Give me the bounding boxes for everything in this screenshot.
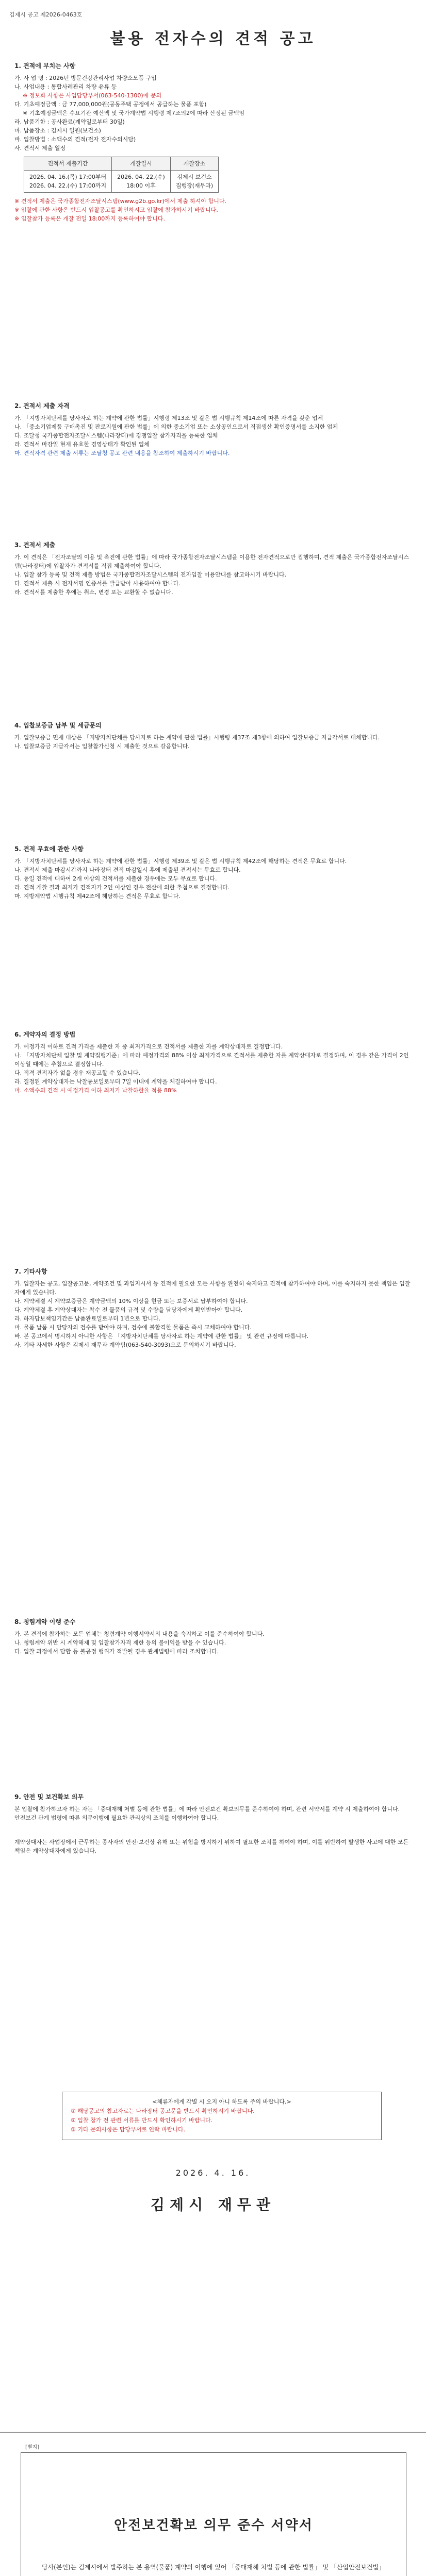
document-number: 김제시 공고 제2026-0463호 [9,11,83,18]
section-note: ※ 기초예정금액은 수요기관 예산액 및 국가계약법 시행령 제7조의2에 따라 산정된 금액임 [23,110,245,116]
section-8 [14,1618,412,1656]
section-line: 가. 「지방자치단체를 당사자로 하는 계약에 관한 법률」시행령 제39조 및 같은 법 시행규칙 제42조에 해당하는 견적은 무효로 합니다. [14,858,347,865]
notice-item: ② 입찰 참가 전 관련 서류를 반드시 확인하시기 바랍니다. [71,2117,213,2124]
section-line: 사. 기타 자세한 사항은 김제시 재무과 계약팀(063-540-3093)으로 문의하시기 바랍니다. [14,1342,236,1348]
section-3 [14,541,412,597]
section-line: 가. 「지방자치단체를 당사자로 하는 계약에 관한 법률」시행령 제13조 및 같은 법 시행규칙 제14조에 따른 자격을 갖춘 업체 [14,415,323,421]
section-heading: 7. 기타사항 [14,1268,47,1275]
page-divider [0,2432,426,2433]
section-6 [14,1030,412,1095]
section-line: 가. 예정가격 이하로 견적 가격을 제출한 자 중 최저가격으로 견적서를 제출한 자를 계약상대자로 결정합니다. [14,1043,283,1050]
section-note: ※ 견적서 제출은 국가종합전자조달시스템(www.g2b.go.kr)에서 제출 하셔야 합니다. [14,198,227,205]
section-heading: 8. 청렴계약 이행 준수 [14,1618,76,1625]
issue-date: 2026. 4. 16. [175,2168,251,2178]
safety-pledge-form [21,2445,406,2576]
section-note: ※ 입찰참가 등록은 개찰 전일 18:00까지 등록하여야 합니다. [14,215,166,222]
section-note: ※ 정보화 사항은 사업담당부서(063-540-1300)에 문의 [23,92,162,99]
form-paragraph: 당사(본인)는 김제시에서 발주하는 본 용역(물품) 계약의 이행에 있어 「중대재해 처벌 등에 관한 법률」 및 「산업안전보건법」 [42,2564,385,2571]
section-heading: 5. 견적 무효에 관한 사항 [14,845,84,853]
section-line: 사. 견적서 제출 일정 [14,145,65,151]
section-line: 바. 본 공고에서 명시하지 아니한 사항은 「지방자치단체를 당사자로 하는 계약에 관한 법률」 및 관련 규정에 따릅니다. [14,1333,309,1340]
section-line: 다. 견적서 제출 시 전자서명 인증서를 발급받아 사용하여야 합니다. [14,580,181,587]
section-5 [14,845,412,901]
section-line: 라. 결정된 계약상대자는 낙찰통보일로부터 7일 이내에 계약을 체결하여야 합니다. [14,1078,217,1085]
section-heading: 9. 안전 및 보건확보 의무 [14,1793,84,1801]
closing-paragraph: 계약상대자는 사업장에서 근무하는 종사자의 안전·보건상 유해 또는 위험을 방지하기 위하여 필요한 조치를 하여야 하며, 이를 위반하여 발생한 사고에 대한 모든 책임은 계약상대자에게 있습니다. [14,1839,409,1854]
table-header: 견적서 제출기간 [24,157,112,171]
section-line: 안전보건 관계 법령에 따른 의무이행에 필요한 관리상의 조치를 이행하여야 합니다. [14,1815,219,1821]
section-1 [14,62,412,223]
section-heading: 2. 견적서 제출 자격 [14,402,70,410]
notice-box [62,2092,382,2140]
section-heading: 1. 견적에 부치는 사항 [14,62,76,70]
section-2 [14,402,412,457]
section-note: 마. 소액수의 견적 시 예정가격 이하 최저가 낙찰하한율 적용 88% [14,1087,177,1094]
table-cell: 김제시 보건소 집행장(재무과) [170,171,218,193]
section-line: 가. 이 견적은 「전자조달의 이용 및 촉진에 관한 법률」에 따라 국가종합전자조달시스템을 이용한 전자견적으로만 집행하며, 견적 제출은 국가종합전자조달시스템(나라장터)에 입찰자가 견적서를 직접 제출하여야 합니다. [14,554,409,569]
notice-item: ③ 기타 문의사항은 담당부서로 연락 바랍니다. [71,2126,186,2133]
section-heading: 4. 입찰보증금 납부 및 세금문의 [14,722,102,729]
section-9 [14,1793,412,1855]
table-header: 개찰장소 [170,157,218,171]
schedule-table [24,157,219,193]
page-title: 불용 전자수의 견적 공고 [110,30,316,48]
section-line: 나. 계약체결 시 계약보증금은 계약금액의 10% 이상을 현금 또는 보증서로 납부하여야 합니다. [14,1298,248,1304]
section-heading: 3. 견적서 제출 [14,541,56,549]
section-line: 마. 지방계약법 시행규칙 제42조에 해당하는 견적은 무효로 합니다. [14,893,181,900]
section-line: 가. 본 견적에 참가하는 모든 업체는 청렴계약 이행서약서의 내용을 숙지하고 이를 준수하여야 합니다. [14,1631,265,1637]
table-cell: 2026. 04. 16.(목) 17:00부터 2026. 04. 22.(수) 17:00까지 [24,171,112,193]
section-line: 라. 견적서를 제출한 후에는 취소, 변경 또는 교환할 수 없습니다. [14,589,173,596]
table-header: 개찰일시 [112,157,171,171]
section-line: 라. 견적서 마감일 현재 유효한 경영상태가 확인된 업체 [14,441,150,448]
section-line: 가. 입찰자는 공고, 입찰공고문, 계약조건 및 과업지시서 등 견적에 필요한 모든 사항을 완전히 숙지하고 견적에 참가하여야 하며, 이를 숙지하지 못한 책임은 입찰자에게 있습니다. [14,1280,411,1296]
notice-title: <체류자에게 각별 시 오지 아니 하도록 주의 바랍니다.> [152,2098,291,2105]
section-line: 다. 기초예정금액 : 금 77,000,000원(공동주택 공정에서 공급하는 물품 포함) [14,101,207,108]
section-line: 나. 「중소기업제품 구매촉진 및 판로지원에 관한 법률」에 의한 중소기업 또는 소상공인으로서 직접생산 확인증명서를 소지한 업체 [14,423,338,430]
section-line: 본 입찰에 참가하고자 하는 자는 「중대재해 처벌 등에 관한 법률」에 따라 안전보건 확보의무를 준수하여야 하며, 관련 서약서를 계약 시 제출하여야 합니다. [14,1806,400,1812]
section-note: ※ 입찰에 관한 사항은 반드시 입찰공고를 확인하시고 입찰에 참가하시기 바랍니다. [14,207,218,213]
form-body [42,2561,385,2576]
section-line: 나. 입찰 참가 등록 및 견적 제출 방법은 국가종합전자조달시스템의 전자입찰 이용안내를 참고하시기 바랍니다. [14,571,287,578]
section-heading: 6. 계약자의 결정 방법 [14,1031,76,1038]
section-line: 다. 계약체결 후 계약상대자는 착수 전 물품의 규격 및 수량을 담당자에게 확인받아야 합니다. [14,1307,243,1313]
section-line: 라. 하자담보책임기간은 납품완료일로부터 1년으로 합니다. [14,1315,160,1322]
section-line: 나. 견적서 제출 마감시간까지 나라장터 견적 마감일시 후에 제출된 견적서는 무효로 합니다. [14,867,241,873]
form-tag: [별지] [25,2445,40,2450]
section-line: 다. 입찰 과정에서 담합 등 불공정 행위가 적발될 경우 관계법령에 따라 조치합니다. [14,1648,219,1655]
section-line: 바. 입찰방법 : 소액수의 견적(전자 전자수의시담) [14,136,136,143]
section-4 [14,721,412,751]
form-title: 안전보건확보 의무 준수 서약서 [114,2518,313,2533]
notice-item: ① 해당공고의 참고자료는 나라장터 공고문을 반드시 확인하시기 바랍니다. [71,2108,255,2114]
section-7 [14,1267,412,1349]
section-line: 마. 견적자격 관련 제출 서류는 조달청 공고 관련 내용을 참조하여 제출하시기 바랍니다. [14,450,230,456]
section-line: 가. 입찰보증금 면제 대상은 「지방자치단체를 당사자로 하는 계약에 관한 법률」시행령 제37조 제3항에 의하여 입찰보증금 지급각서로 대체합니다. [14,734,380,741]
issuer-name: 김제시 재무관 [150,2196,276,2213]
section-line: 다. 동일 견적에 대하여 2개 이상의 견적서를 제출한 경우에는 모두 무효로 합니다. [14,875,217,882]
section-line: 나. 청렴계약 위반 시 계약해제 및 입찰참가자격 제한 등의 불이익을 받을 수 있습니다. [14,1639,226,1646]
section-line: 마. 납품장소 : 김제시 일원(보건소) [14,127,101,134]
section-line: 다. 조달청 국가종합전자조달시스템(나라장터)에 경쟁입찰 참가자격을 등록한 업체 [14,432,218,439]
section-line: 나. 사업내용 : 통합사례관리 차량 유류 등 [14,83,117,90]
section-line: 라. 납품기한 : 공사완료(계약일로부터 30일) [14,118,125,125]
section-line: 다. 적격 견적자가 없을 경우 재공고할 수 있습니다. [14,1070,140,1076]
section-line: 마. 물품 납품 시 담당자의 검수를 받아야 하며, 검수에 불합격한 물품은 즉시 교체하여야 합니다. [14,1324,252,1331]
section-line: 라. 견적 개찰 결과 최저가 견적자가 2인 이상인 경우 전산에 의한 추첨으로 결정합니다. [14,884,230,891]
section-line: 나. 입찰보증금 지급각서는 입찰참가신청 시 제출한 것으로 갈음합니다. [14,743,190,750]
section-line: 나. 「지방자치단체 입찰 및 계약집행기준」에 따라 예정가격의 88% 이상 최저가격으로 견적서를 제출한 자를 계약상대자로 결정하며, 이 경우 같은 가격이 2인 이상일 때에는 추첨으로 결정합니다. [14,1052,409,1067]
table-cell: 2026. 04. 22.(수) 18:00 이후 [112,171,171,193]
section-line: 가. 사 업 명 : 2026년 방문건강관리사업 차량소모품 구입 [14,75,157,81]
